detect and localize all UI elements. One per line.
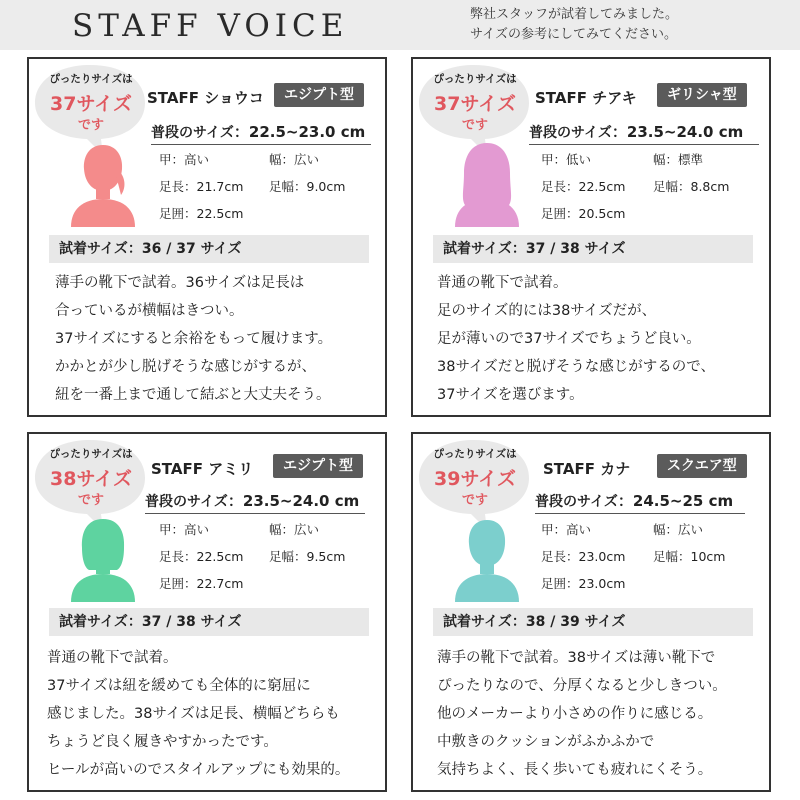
tried-size-bar: 試着サイズ：38 / 39 サイズ	[433, 608, 753, 636]
tried-size-bar: 試着サイズ：37 / 38 サイズ	[49, 608, 369, 636]
staff-name: STAFF アミリ	[151, 460, 254, 478]
comment-line: ぴったりなので、分厚くなると少しきつい。	[437, 678, 727, 694]
comment-line: 気持ちよく、長く歩いても疲れにくそう。	[437, 762, 713, 778]
page-title: STAFF VOICE	[72, 8, 349, 44]
instep-spec: 甲：高い	[541, 522, 592, 537]
width-spec: 幅：広い	[653, 522, 704, 537]
bubble-size: 39サイズ	[434, 468, 516, 490]
staff-comment	[47, 644, 349, 784]
comment-line: 中敷きのクッションがふかふかで	[437, 734, 655, 750]
comment-line: 薄手の靴下で試着。38サイズは薄い靴下で	[437, 650, 716, 666]
foot-length-spec: 足長：23.0cm	[541, 549, 626, 564]
comment-line: 合っているが横幅はきつい。	[55, 303, 244, 319]
instep-spec: 甲：低い	[541, 152, 592, 167]
size-bubble	[29, 59, 151, 149]
usual-size	[151, 121, 371, 145]
foot-type-badge: エジプト型	[273, 454, 363, 478]
comment-line: ヒールが高いのでスタイルアップにも効果的。	[47, 762, 350, 778]
comment-line: 感じました。38サイズは足長、横幅どちらも	[47, 706, 340, 722]
bubble-caption: ぴったりサイズは	[49, 73, 133, 85]
comment-line: 37サイズにすると余裕をもって履けます。	[55, 331, 333, 347]
bubble-size: 38サイズ	[50, 468, 132, 490]
instep-spec: 甲：高い	[159, 522, 210, 537]
bubble-size: 37サイズ	[434, 93, 516, 115]
foot-length-spec: 足長：22.5cm	[541, 179, 626, 194]
foot-width-spec: 足幅：8.8cm	[653, 179, 730, 194]
foot-type-badge: エジプト型	[274, 83, 364, 107]
foot-type-badge: ギリシャ型	[657, 83, 747, 107]
staff-name: STAFF ショウコ	[147, 89, 264, 107]
usual-size-label: 普段のサイズ	[151, 125, 234, 141]
bubble-suffix: です	[77, 118, 104, 133]
comment-line: 37サイズを選びます。	[437, 387, 584, 403]
bubble-caption: ぴったりサイズは	[433, 73, 517, 85]
staff-comment	[55, 269, 332, 409]
comment-line: 足が薄いので37サイズでちょうど良い。	[437, 331, 701, 347]
foot-girth-spec: 足囲：23.0cm	[541, 576, 626, 591]
comment-line: 37サイズは紐を緩めても全体的に窮屈に	[47, 678, 311, 694]
staff-card	[411, 432, 771, 792]
person-silhouette-icon	[451, 514, 523, 606]
bubble-caption: ぴったりサイズは	[49, 448, 133, 460]
instep-spec: 甲：高い	[159, 152, 210, 167]
usual-size	[529, 121, 759, 145]
tried-size-bar: 試着サイズ：36 / 37 サイズ	[49, 235, 369, 263]
foot-length-spec: 足長：22.5cm	[159, 549, 244, 564]
foot-length-spec: 足長：21.7cm	[159, 179, 244, 194]
usual-size-value: ：24.5~25 cm	[617, 492, 734, 510]
bubble-size: 37サイズ	[50, 93, 132, 115]
usual-size-value: ：23.5~24.0 cm	[611, 123, 744, 141]
usual-size-value: ：22.5~23.0 cm	[233, 123, 366, 141]
header-bar	[0, 0, 800, 50]
person-silhouette-icon	[67, 139, 139, 231]
size-bubble	[413, 59, 535, 149]
bubble-suffix: です	[461, 493, 488, 508]
bubble-suffix: です	[77, 493, 104, 508]
person-silhouette-icon	[67, 514, 139, 606]
staff-comment	[437, 269, 715, 409]
width-spec: 幅：広い	[269, 522, 320, 537]
size-bubble	[29, 434, 151, 524]
header-note	[470, 5, 678, 45]
usual-size	[145, 490, 365, 514]
staff-card	[411, 57, 771, 417]
usual-size-label: 普段のサイズ	[145, 494, 228, 510]
header-note-line-1: 弊社スタッフが試着してみました。	[470, 7, 679, 22]
comment-line: ちょうど良く履きやすかったです。	[47, 734, 278, 750]
staff-comment	[437, 644, 727, 784]
usual-size-label: 普段のサイズ	[535, 494, 618, 510]
foot-width-spec: 足幅：9.5cm	[269, 549, 346, 564]
comment-line: 普通の靴下で試着。	[437, 275, 568, 291]
foot-girth-spec: 足囲：20.5cm	[541, 206, 626, 221]
header-note-line-2: サイズの参考にしてみてください。	[470, 27, 677, 42]
staff-name: STAFF チアキ	[535, 89, 637, 107]
staff-name: STAFF カナ	[543, 460, 631, 478]
comment-line: 紐を一番上まで通して結ぶと大丈夫そう。	[55, 387, 331, 403]
comment-line: 他のメーカーより小さめの作りに感じる。	[437, 706, 713, 722]
comment-line: かかとが少し脱げそうな感じがするが、	[55, 359, 316, 375]
staff-card	[27, 432, 387, 792]
foot-width-spec: 足幅：9.0cm	[269, 179, 346, 194]
usual-size-label: 普段のサイズ	[529, 125, 612, 141]
comment-line: 足のサイズ的には38サイズだが、	[437, 303, 657, 319]
foot-width-spec: 足幅：10cm	[653, 549, 726, 564]
foot-type-badge: スクエア型	[657, 454, 747, 478]
comment-line: 薄手の靴下で試着。36サイズは足長は	[55, 275, 305, 291]
bubble-caption: ぴったりサイズは	[433, 448, 517, 460]
person-silhouette-icon	[451, 139, 523, 231]
width-spec: 幅：標準	[653, 152, 704, 167]
usual-size	[535, 490, 745, 514]
tried-size-bar: 試着サイズ：37 / 38 サイズ	[433, 235, 753, 263]
size-bubble	[413, 434, 535, 524]
width-spec: 幅：広い	[269, 152, 320, 167]
comment-line: 普通の靴下で試着。	[47, 650, 178, 666]
usual-size-value: ：23.5~24.0 cm	[227, 492, 360, 510]
bubble-suffix: です	[461, 118, 488, 133]
foot-girth-spec: 足囲：22.5cm	[159, 206, 244, 221]
staff-card	[27, 57, 387, 417]
foot-girth-spec: 足囲：22.7cm	[159, 576, 244, 591]
comment-line: 38サイズだと脱げそうな感じがするので、	[437, 359, 715, 375]
